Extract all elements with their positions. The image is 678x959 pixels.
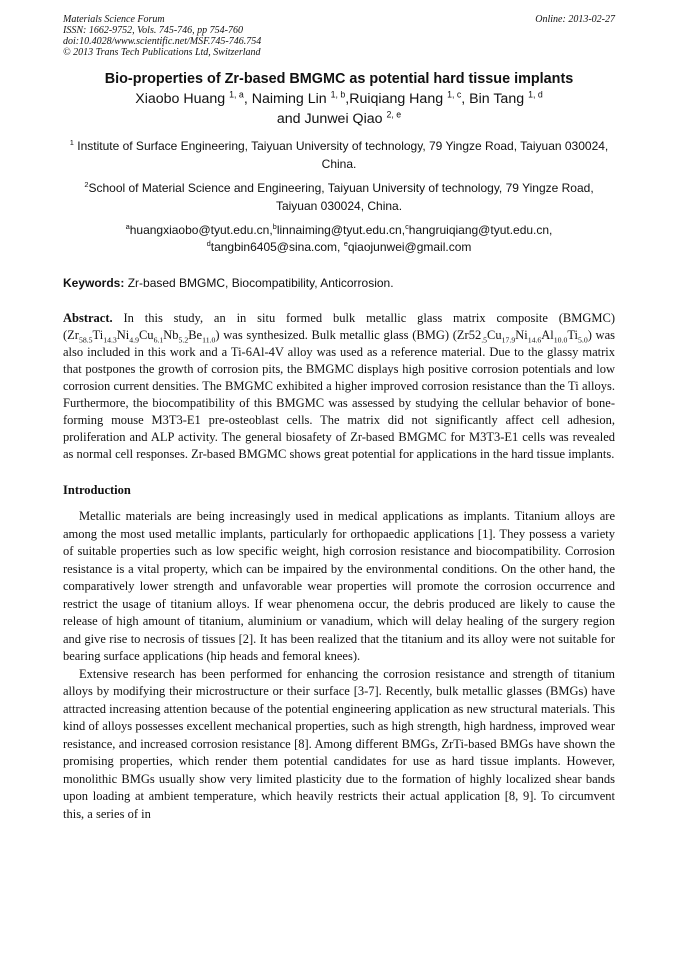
author-affil-marker: 1, b xyxy=(330,89,346,100)
element-symbol: Cu xyxy=(138,328,154,342)
element-fraction: 14.6 xyxy=(527,335,542,345)
author-name: and Junwei Qiao xyxy=(276,111,383,127)
online-date: Online: 2013-02-27 xyxy=(535,14,615,25)
abstract-text: ) was also included in this work and a Ti-6Al-4V alloy was used as a reference material. Due to the glassy matrix that postpones the growth of corrosion pits, the BMGMC displays high positive corrosion potentials and low corrosion current densities. The BMGMC exhibited a higher improved corrosion resistance than the Ti alloys. Furthermore, the biocompatibility of this BMGMC was assessed by studying the cellular behavior of bone-forming mouse M3T3-E1 pre-osteoblast cells. The matrix did not significantly affect cell adhesion, proliferation and ALP activity. The general biosafety of Zr-based BMGMC for M3T3-E1 cells was revealed as normal cell responses. Zr-based BMGMC shows great potential for applications in the hard tissue implants. xyxy=(63,328,615,461)
email-marker: c xyxy=(405,222,409,231)
element-symbol: Ni xyxy=(515,328,528,342)
element-fraction: 17.9 xyxy=(501,335,516,345)
element-symbol: Nb xyxy=(163,328,179,342)
element-symbol: Al xyxy=(541,328,554,342)
email-link[interactable]: huangxiaobo@tyut.edu.cn, xyxy=(129,223,273,237)
publication-info xyxy=(63,14,261,58)
author-name: Naiming Lin xyxy=(251,91,327,107)
element-symbol: Cu xyxy=(487,328,502,342)
abstract xyxy=(63,310,615,463)
element-fraction: 4.9 xyxy=(129,335,139,345)
section-heading-introduction: Introduction xyxy=(63,483,131,497)
author-affil-marker: 1, a xyxy=(229,89,244,100)
journal-name: Materials Science Forum xyxy=(63,14,165,25)
affiliation-2 xyxy=(63,179,615,215)
abstract-label: Abstract. xyxy=(63,311,113,325)
author-name: Xiaobo Huang xyxy=(135,91,226,107)
element-symbol: Be xyxy=(188,328,203,342)
email-marker: e xyxy=(343,239,348,248)
element-fraction: 10.0 xyxy=(553,335,568,345)
affiliation-text: School of Material Science and Engineering, Taiyuan University of technology, 79 Yingze Road, Taiyuan 030024, China. xyxy=(88,181,594,213)
author-affil-marker: 2, e xyxy=(386,109,402,120)
element-symbol: Ni xyxy=(116,328,130,342)
copyright-line: © 2013 Trans Tech Publications Ltd, Switzerland xyxy=(63,47,261,58)
author-name: Ruiqiang Hang xyxy=(349,91,444,107)
intro-paragraph-2: Extensive research has been performed for enhancing the corrosion resistance and strength of titanium alloys by modifying their microstructure or their surface [3-7]. Recently, bulk metallic glasses (BMGs) have attracted increasing attention because of the potential engineering application as new structural materials. This kind of alloys possesses excellent mechanical properties, such as high strength, high hardness, improved wear resistance, and increased corrosion resistance [8]. Among different BMGs, ZrTi-based BMGs have shown the promising properties, which render them potential candidates for use as hard tissue implants. However, monolithic BMGs usually show very limited plasticity due to the formation of highly localized shear bands upon loading at ambient temperature, which heavily restricts their actual application [8, 9]. To circumvent this, a series of in xyxy=(63,666,615,821)
abstract-text: ) was synthesized. Bulk metallic glass (BMG) ( xyxy=(215,328,457,342)
element-symbol: Zr52 xyxy=(456,328,482,342)
doi-line: doi:10.4028/www.scientific.net/MSF.745-746.754 xyxy=(63,36,262,47)
element-fraction: 11.0 xyxy=(202,335,216,345)
element-fraction: 5.0 xyxy=(578,335,588,345)
element-fraction: 14.3 xyxy=(103,335,117,345)
element-fraction: .5 xyxy=(481,335,488,345)
author-affil-marker: 1, d xyxy=(528,89,543,100)
affiliation-marker: 1 xyxy=(69,138,74,147)
element-symbol: Ti xyxy=(567,328,578,342)
abstract-text: In this study, an in situ formed bulk metallic glass matrix composite (BMGMC) ( xyxy=(63,311,615,342)
affiliation-text: Institute of Surface Engineering, Taiyuan University of technology, 79 Yingze Road, Taiyuan 030024, China. xyxy=(77,139,609,171)
email-list xyxy=(63,222,615,256)
bmg-formula xyxy=(456,328,588,345)
keywords xyxy=(63,276,615,290)
author-name: Bin Tang xyxy=(469,91,525,107)
page-header xyxy=(63,14,615,58)
element-fraction: 6.1 xyxy=(153,335,164,345)
author-list: Xiaobo Huang $^{1, a}$, Naiming Lin $^{1, b}$,Ruiqiang Hang $^{1, c}$, Bin Tang $^{1, d}$ and Junwei Qiao $^{2, e}$ xyxy=(135,89,543,127)
email-marker: b xyxy=(272,222,277,231)
affiliation-marker: 2 xyxy=(84,180,89,189)
element-symbol: Zr xyxy=(67,328,79,342)
element-fraction: 5.2 xyxy=(178,335,189,345)
author-affil-marker: 1, c xyxy=(447,89,462,100)
email-marker: a xyxy=(125,222,130,231)
email-link[interactable]: tangbin6405@sina.com, xyxy=(210,240,341,254)
email-link[interactable]: linnaiming@tyut.edu.cn, xyxy=(276,223,406,237)
paper-title: Bio-properties of Zr-based BMGMC as potential hard tissue implants xyxy=(104,71,574,87)
element-fraction: 58.5 xyxy=(78,335,93,345)
issn-line: ISSN: 1662-9752, Vols. 745-746, pp 754-760 xyxy=(63,25,243,36)
keywords-label: Keywords: xyxy=(63,276,125,290)
element-symbol: Ti xyxy=(92,328,104,342)
keywords-text: Zr-based BMGMC, Biocompatibility, Anticorrosion. xyxy=(127,276,394,290)
email-marker: d xyxy=(206,239,211,248)
bmgmc-formula xyxy=(67,328,216,345)
email-link[interactable]: hangruiqiang@tyut.edu.cn, xyxy=(408,223,553,237)
email-link[interactable]: qiaojunwei@gmail.com xyxy=(347,240,472,254)
intro-paragraph-1: Metallic materials are being increasingly used in medical applications as implants. Titanium alloys are among the most used metallic implants, particularly for orthopaedic applications [1]. They possess a variety of suitable properties such as low specific weight, high corrosion resistance and biocompatibility. Corrosion resistance is a vital property, which can be impaired by the environmental conditions. On the other hand, the comparatively lower strength and unfavorable wear properties will promote the corrosion occurrence and restrict the usage of titanium alloys. If wear phenomena occur, the debris produced are likely to cause the release of high amount of titanium, aluminium or vanadium, which will delay healing of the surgery region and give rise to necrosis of tissues [2]. It has been realized that the titanium and its alloy were not suitable for bearing surface applications (hip heads and femoral knees). xyxy=(63,509,615,663)
affiliation-1 xyxy=(63,137,615,173)
